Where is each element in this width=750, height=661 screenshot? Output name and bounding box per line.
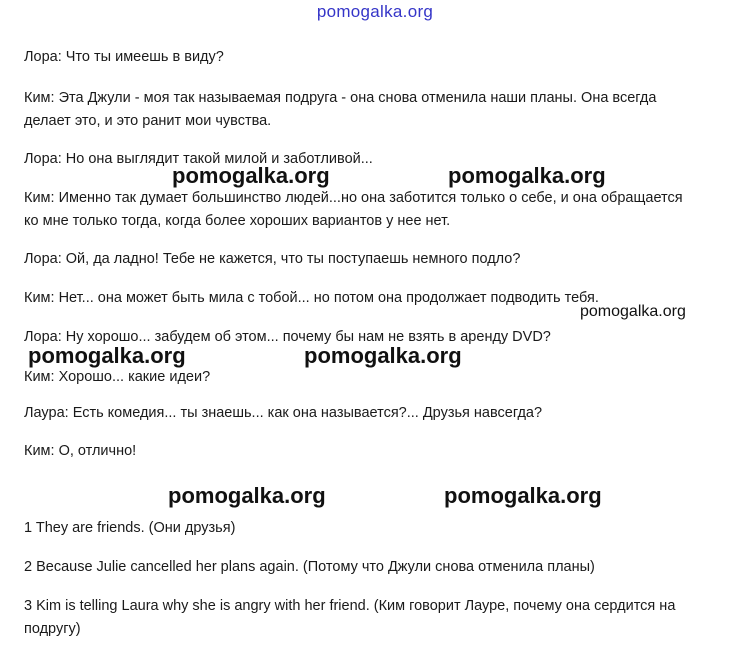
- dialogue-line: Ким: О, отлично!: [24, 443, 137, 459]
- dialogue-line: Ким: Эта Джули - моя так называемая подруга - она снова отменила наши планы. Она всегда: [24, 90, 657, 106]
- dialogue-line: Ким: Именно так думает большинство людей...но она заботится только о себе, и она обращается: [24, 190, 683, 206]
- dialogue-line: Лора: Ой, да ладно! Тебе не кажется, что ты поступаешь немного подло?: [24, 251, 521, 267]
- answer-line: подругу): [24, 621, 81, 637]
- watermark: pomogalka.org: [172, 163, 330, 188]
- dialogue-line: Лора: Но она выглядит такой милой и заботливой...: [24, 151, 373, 167]
- header-watermark: pomogalka.org: [316, 2, 434, 21]
- dialogue-line: Лора: Ну хорошо... забудем об этом... почему бы нам не взять в аренду DVD?: [24, 329, 551, 345]
- watermark: pomogalka.org: [444, 483, 602, 508]
- watermark: pomogalka.org: [448, 163, 606, 188]
- watermark: pomogalka.org: [168, 483, 326, 508]
- dialogue-line: ко мне только тогда, когда более хороших вариантов у нее нет.: [24, 213, 451, 229]
- watermark: pomogalka.org: [304, 343, 462, 368]
- dialogue-line: делает это, и это ранит мои чувства.: [24, 113, 272, 129]
- dialogue-line: Лора: Что ты имеешь в виду?: [24, 49, 224, 65]
- answer-line: 3 Kim is telling Laura why she is angry with her friend. (Ким говорит Лауре, почему она сердится на: [24, 598, 676, 614]
- dialogue-line: Ким: Хорошо... какие идеи?: [24, 369, 211, 385]
- dialogue-line: Ким: Нет... она может быть мила с тобой... но потом она продолжает подводить тебя.: [24, 290, 599, 306]
- answer-line: 2 Because Julie cancelled her plans again. (Потому что Джули снова отменила планы): [24, 559, 595, 575]
- dialogue-line: Лаура: Есть комедия... ты знаешь... как она называется?... Друзья навсегда?: [24, 405, 543, 421]
- watermark: pomogalka.org: [28, 343, 186, 368]
- watermark: pomogalka.org: [580, 303, 686, 320]
- answer-line: 1 They are friends. (Они друзья): [24, 520, 236, 536]
